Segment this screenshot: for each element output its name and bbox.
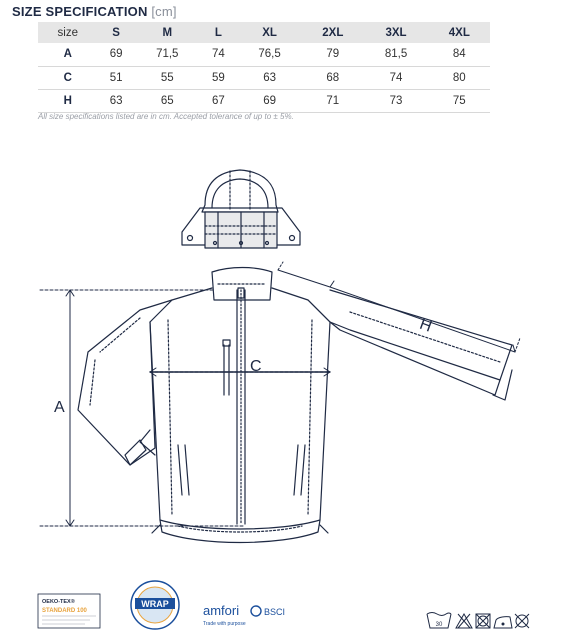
- table-cell: 55: [135, 66, 200, 89]
- measure-label-c: C: [250, 358, 262, 375]
- amfori-tagline: Trade with purpose: [203, 621, 246, 627]
- wash-30-icon: [427, 613, 451, 629]
- table-cell: 75: [429, 89, 490, 112]
- column-header: 2XL: [302, 22, 363, 43]
- table-cell: 67: [200, 89, 237, 112]
- table-cell: 73: [363, 89, 428, 112]
- column-header: XL: [237, 22, 302, 43]
- oeko-title: OEKO-TEX®: [42, 599, 75, 605]
- oeko-tex-logo: [38, 594, 100, 628]
- column-header: size: [38, 22, 97, 43]
- table-cell: 71: [302, 89, 363, 112]
- table-cell: 51: [97, 66, 134, 89]
- row-label: A: [38, 43, 97, 66]
- row-label: C: [38, 66, 97, 89]
- title-text: SIZE SPECIFICATION: [12, 4, 148, 19]
- table-cell: 80: [429, 66, 490, 89]
- bsci-text: BSCI: [264, 607, 286, 617]
- size-note: All size specifications listed are in cm. Accepted tolerance of up to ± 5%.: [38, 112, 294, 121]
- table-cell: 79: [302, 43, 363, 66]
- oeko-standard: STANDARD 100: [42, 608, 87, 614]
- wrap-text: WRAP: [141, 599, 169, 609]
- jacket-drawing: [78, 268, 512, 543]
- table-cell: 71,5: [135, 43, 200, 66]
- table-cell: 76,5: [237, 43, 302, 66]
- measure-label-a: A: [54, 399, 65, 416]
- table-cell: 84: [429, 43, 490, 66]
- table-cell: 74: [363, 66, 428, 89]
- wrap-seal-logo: [131, 581, 179, 629]
- iron-icon: [494, 617, 512, 628]
- column-header: 4XL: [429, 22, 490, 43]
- column-header: M: [135, 22, 200, 43]
- table-cell: 65: [135, 89, 200, 112]
- amfori-bsci-logo: [203, 603, 285, 627]
- table-cell: 69: [237, 89, 302, 112]
- row-label: H: [38, 89, 97, 112]
- title-unit: [cm]: [151, 4, 177, 19]
- no-tumble-dry-icon: [476, 614, 490, 628]
- measurement-lines: [40, 262, 520, 526]
- table-cell: 74: [200, 43, 237, 66]
- column-header: L: [200, 22, 237, 43]
- column-header: 3XL: [363, 22, 428, 43]
- no-dry-clean-icon: [515, 614, 529, 628]
- column-header: S: [97, 22, 134, 43]
- table-cell: 69: [97, 43, 134, 66]
- table-cell: 59: [200, 66, 237, 89]
- table-cell: 81,5: [363, 43, 428, 66]
- hood-drawing: [182, 170, 300, 248]
- table-cell: 63: [237, 66, 302, 89]
- amfori-text: amfori: [203, 603, 240, 618]
- wash-temp: 30: [435, 622, 443, 628]
- table-cell: 68: [302, 66, 363, 89]
- care-symbols: [427, 613, 529, 629]
- table-cell: 63: [97, 89, 134, 112]
- measure-label-h: H: [417, 315, 434, 336]
- no-bleach-icon: [456, 614, 472, 628]
